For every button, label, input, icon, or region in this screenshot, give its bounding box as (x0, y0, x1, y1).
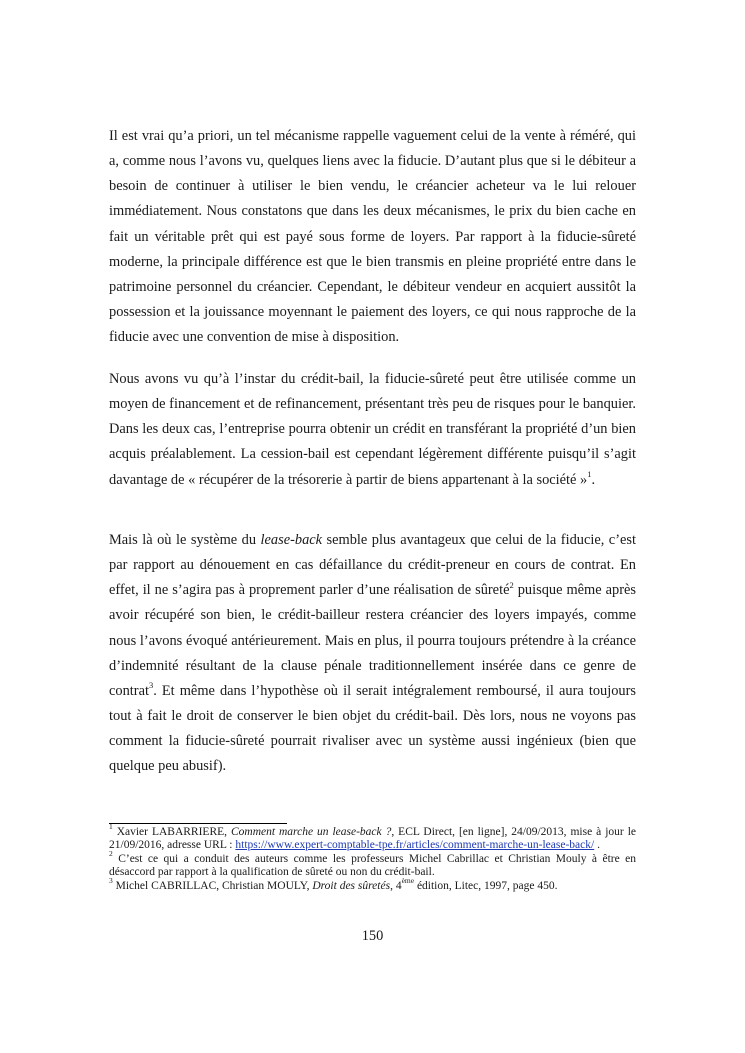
lease-back-term: lease-back (260, 532, 323, 548)
paragraph-2 (109, 367, 636, 493)
footnote-2-number: 2 (109, 848, 113, 858)
footnote-1-details: , ECL Direct, [en ligne], 24/09/2013, mise à jour le 21/09/2016, adresse URL : (109, 826, 636, 852)
footnote-1-number: 1 (109, 822, 113, 832)
footnote-3-number: 3 (109, 875, 113, 885)
footnote-1-author: Xavier LABARRIERE, (112, 826, 231, 838)
paragraph-1: Il est vrai qu’a priori, un tel mécanisme rappelle vaguement celui de la vente à réméré, qui a, comme nous l’avons vu, quelques liens avec la fiducie. D’autant plus que si le débiteur a besoin de continuer à utiliser le bien vendu, le créancier acheteur va le lui relouer immédiatement. Nous constatons que dans les deux mécanismes, le prix du bien cache en fait un véritable prêt qui est payé sous forme de loyers. Par rapport à la fiducie-sûreté moderne, la principale différence est que le bien transmis en pleine propriété entre dans le patrimoine personnel du créancier. Cependant, le débiteur vendeur en acquiert aussitôt la possession et la jouissance moyennant le paiement des loyers, ce qui nous rapproche de la fiducie avec une convention de mise à disposition. (109, 128, 636, 346)
footnote-3-authors: Michel CABRILLAC, Christian MOULY, (112, 879, 313, 892)
footnote-2-text: C’est ce qui a conduit des auteurs comme les professeurs Michel Cabrillac et Christian Mouly à être en désaccord par rapport à la qualification de sûreté ou non du crédit-bail. (109, 852, 636, 879)
footnote-3-title: Droit des sûretés (312, 879, 391, 892)
footnotes (109, 822, 636, 893)
footnote-1-url-link[interactable]: https://www.expert-comptable-tpe.fr/articles/comment-marche-un-lease-back/ (235, 839, 595, 852)
paragraph-3-text-a: Mais là où le système du (109, 532, 261, 548)
footnote-3 (109, 875, 636, 893)
paragraph-3-text-b: semble plus avantageux que celui de la fiducie, c’est par rapport au dénouement en cas défaillance du crédit-preneur en cours de contrat. En effet, il ne s’agira pas à proprement parler d’une réalisation de sûreté (109, 532, 636, 599)
footnote-1-title: Comment marche un lease-back ? (230, 826, 392, 838)
footnote-3-edition-num: , 4 (390, 879, 402, 892)
footnote-1 (109, 822, 636, 853)
footnote-ref-2[interactable]: 2 (509, 579, 514, 590)
paragraph-3-text-d: . Et même dans l’hypothèse où il serait intégralement remboursé, il aura toujours tout à fait le droit de conserver le bien objet du crédit-bail. Dès lors, nous ne voyons pas comment la fiducie-sûreté pourrait rivaliser avec un système aussi ingénieux (bien que quelque peu abusif). (109, 682, 636, 775)
footnote-3-edition-sup: ème (401, 875, 415, 885)
footnote-1-end: . (594, 839, 600, 852)
footnote-separator (109, 823, 287, 824)
paragraph-3 (109, 528, 636, 780)
footnote-ref-3[interactable]: 3 (148, 680, 154, 691)
paragraph-2-text: Nous avons vu qu’à l’instar du crédit-bail, la fiducie-sûreté peut être utilisée comme un moyen de financement et de refinancement, présentant très peu de risques pour le banquier. Dans les deux cas, l’entreprise pourra obtenir un crédit en transférant la propriété d’un bien acquis préalablement. La cession-bail est cependant légèrement différente puisqu’il s’agit davantage de « récupérer de la trésorerie à partir de biens appartenant à la société » (109, 371, 636, 488)
footnote-3-details: édition, Litec, 1997, page 450. (414, 879, 558, 892)
footnote-ref-1[interactable]: 1 (587, 468, 592, 479)
footnote-2 (109, 848, 636, 880)
paragraph-2-end: . (591, 471, 596, 488)
paragraph-3-text-c: puisque même après avoir récupéré son bien, le crédit-bailleur restera créancier des loyers impayés, comme nous l’avons évoqué antérieurement. Mais en plus, il pourra toujours prétendre à la créance d’indemnité résultant de la clause pénale traditionnellement insérée dans ce genre de contrat (109, 582, 636, 699)
page-number: 150 (361, 928, 384, 944)
